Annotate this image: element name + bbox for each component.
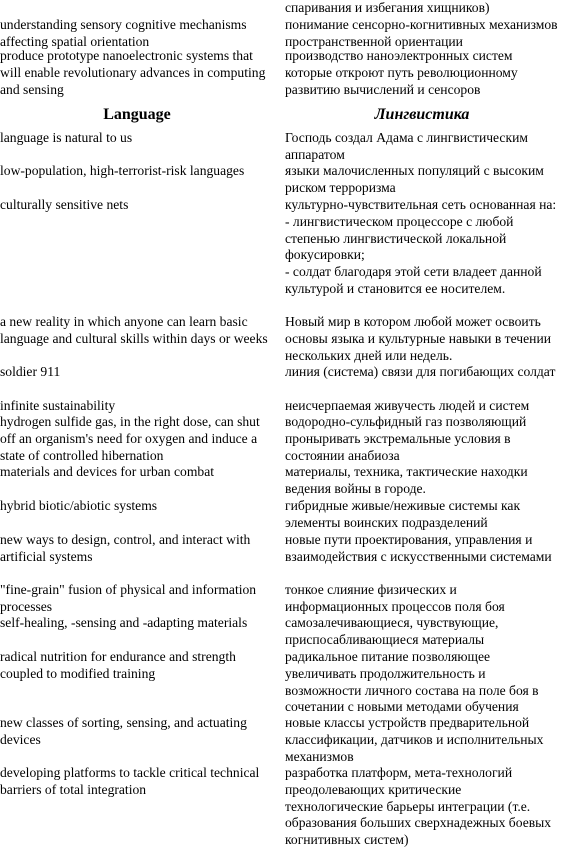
russian-cell: неисчерпаемая живучесть людей и систем — [285, 398, 530, 413]
english-cell: language is natural to us — [0, 130, 133, 145]
english-cell: infinite sustainability — [0, 398, 116, 413]
english-cell: self-healing, -sensing and -adapting materials — [0, 615, 248, 630]
russian-cell: материалы, техника, тактические находки ведения войны в городе. — [285, 464, 528, 496]
russian-cell: производство наноэлектронных систем которые откроют путь революционному развитию вычислений и сенсоров — [285, 48, 518, 97]
russian-cell: линия (система) связи для погибающих солдат — [285, 364, 556, 379]
russian-cell: водородно-сульфидный газ позволяющий проныривать экстремальные условия в состоянии анабиоза — [285, 414, 527, 463]
russian-cell: тонкое слияние физических и информационных процессов поля боя — [285, 582, 505, 614]
english-cell: culturally sensitive nets — [0, 197, 129, 212]
russian-cell: новые классы устройств предварительной классификации, датчиков и исполнительных механизмов — [285, 715, 544, 764]
english-cell: hydrogen sulfide gas, in the right dose, can shut off an organism's need for oxygen and induce a state of controlled hibernation — [0, 414, 260, 463]
russian-cell: радикальное питание позволяющее увеличивать продолжительность и возможности личного состава на поле боя в сочетании с новыми методами обучения — [285, 649, 539, 715]
russian-cell: самозалечивающиеся, чувствующие, приспосабливающиеся материалы — [285, 615, 499, 647]
english-cell: new classes of sorting, sensing, and actuating devices — [0, 715, 247, 747]
english-cell: "fine-grain" fusion of physical and information processes — [0, 582, 257, 614]
english-cell: new ways to design, control, and interact with artificial systems — [0, 532, 251, 564]
russian-cell-bullet: - лингвистическом процессоре с любой степенью лингвистической локальной фокусировки; — [285, 213, 514, 263]
russian-cell: Новый мир в котором любой может освоить основы языка и культурные навыки в течении нескольких дней или недель. — [285, 314, 552, 363]
english-cell: produce prototype nanoelectronic systems that will enable revolutionary advances in computing and sensing — [0, 48, 266, 97]
russian-cell: новые пути проектирования, управления и взаимодействия с искусственными системами — [285, 532, 552, 564]
russian-cell — [285, 197, 559, 298]
russian-cell-text: культурно-чувствительная сеть основанная на: — [285, 197, 557, 212]
english-cell: understanding sensory cognitive mechanisms affecting spatial orientation — [0, 17, 247, 49]
russian-cell: языки малочисленных популяций с высоким риском терроризма — [285, 163, 544, 195]
english-cell: hybrid biotic/abiotic systems — [0, 498, 158, 513]
english-cell: soldier 911 — [0, 364, 61, 379]
russian-cell-bullet: - солдат благодаря этой сети владеет данной культурой и становится ее носителем. — [285, 264, 542, 296]
english-cell: a new reality in which anyone can learn basic language and cultural skills within days or weeks — [0, 314, 268, 346]
russian-cell: понимание сенсорно-когнитивных механизмов пространственной ориентации — [285, 17, 558, 49]
russian-cell: Господь создал Адама с лингвистическим аппаратом — [285, 130, 528, 162]
section-heading-english: Language — [103, 106, 171, 123]
russian-cell: гибридные живые/неживые системы как элементы воинских подразделений — [285, 498, 521, 530]
english-cell: materials and devices for urban combat — [0, 464, 215, 479]
english-cell: radical nutrition for endurance and strength coupled to modified training — [0, 649, 236, 681]
english-cell: developing platforms to tackle critical technical barriers of total integration — [0, 765, 260, 797]
russian-cell: разработка платформ, мета-технологий преодолевающих критические технологические барьеры интеграции (т.е. образования больших сверхнадежных боевых когнитивных систем) — [285, 765, 552, 848]
english-cell: low-population, high-terrorist-risk languages — [0, 163, 245, 178]
russian-cell: спаривания и избегания хищников) — [285, 0, 490, 15]
section-heading-russian: Лингвистика — [374, 106, 470, 123]
